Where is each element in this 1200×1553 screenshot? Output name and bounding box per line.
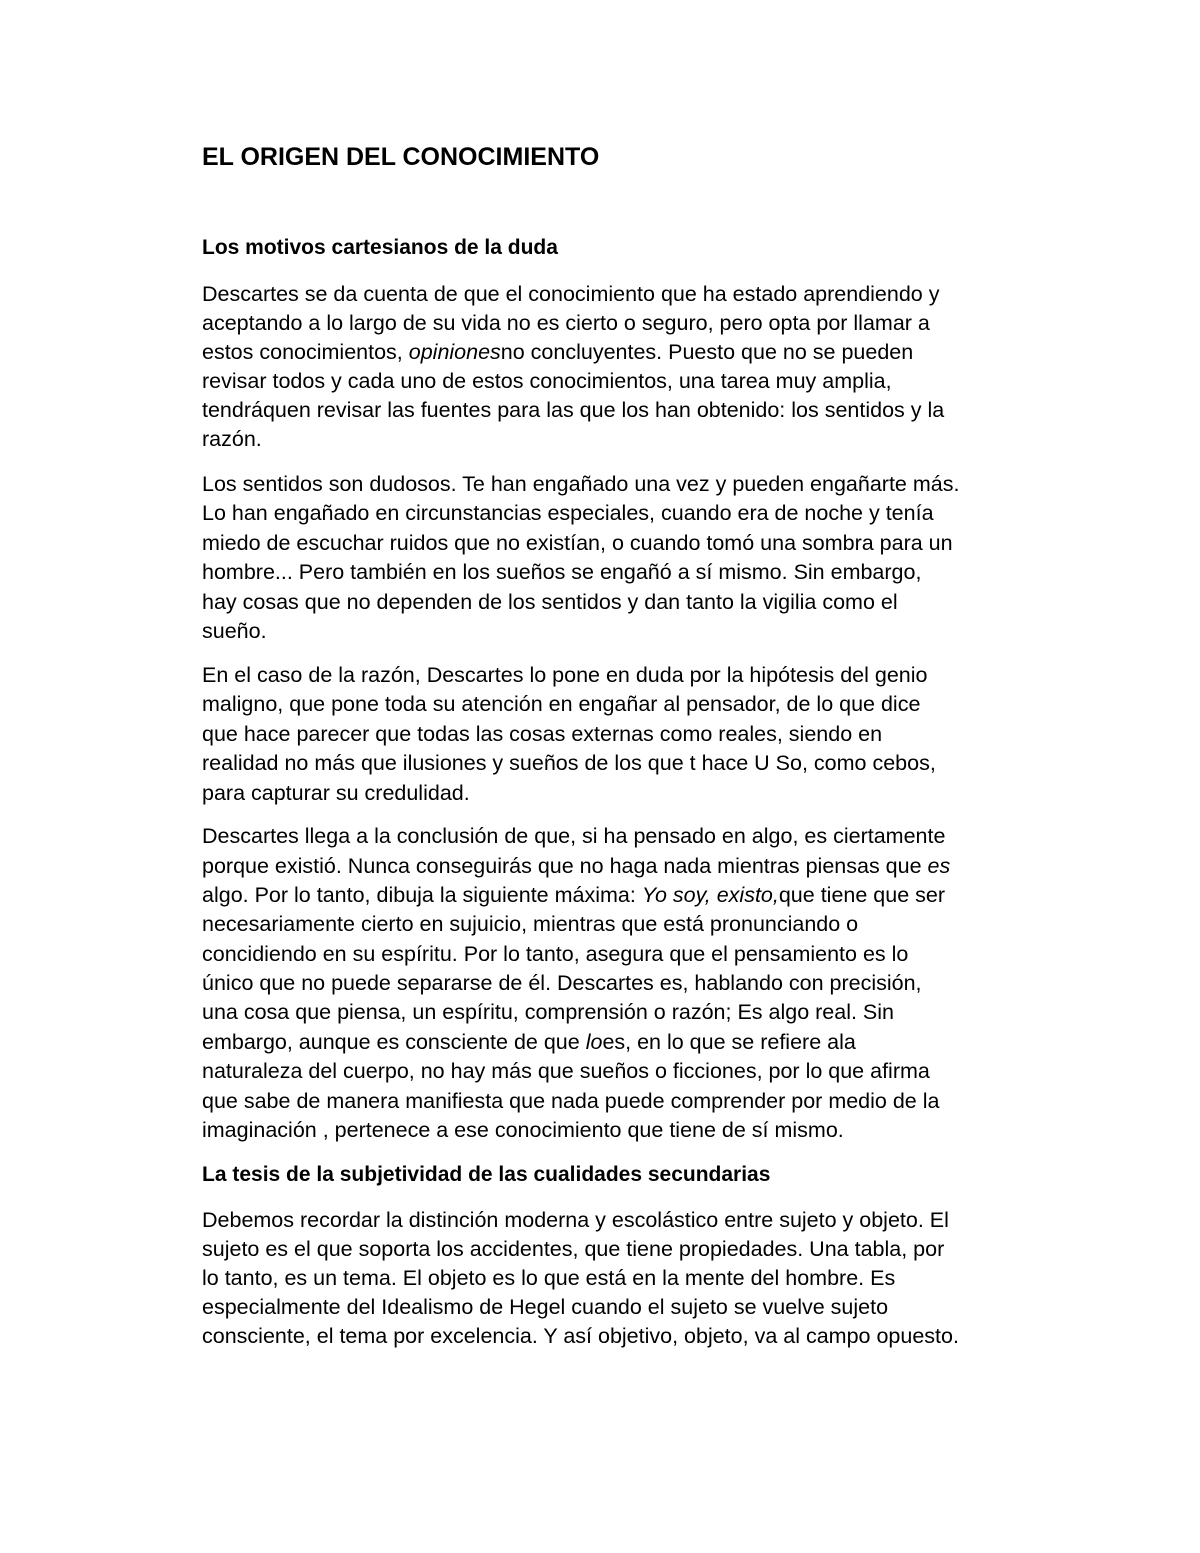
text-line: imaginación , pertenece a ese conocimiento que tiene de sí mismo.: [202, 1118, 844, 1142]
text-line: aceptando a lo largo de su vida no es cierto o seguro, pero opta por llamar a: [202, 311, 930, 335]
text-line: Debemos recordar la distinción moderna y escolástico entre sujeto y objeto. El: [202, 1208, 949, 1232]
text-line: razón.: [202, 427, 262, 451]
italic-term-opiniones: opiniones: [408, 340, 501, 364]
text-line: para capturar su credulidad.: [202, 781, 470, 805]
italic-term-lo: lo: [585, 1030, 603, 1054]
text-span: estos conocimientos,: [202, 340, 409, 364]
text-line: especialmente del Idealismo de Hegel cuando el sujeto se vuelve sujeto: [202, 1295, 889, 1319]
text-line: una cosa que piensa, un espíritu, comprensión o razón; Es algo real. Sin: [202, 1000, 894, 1024]
italic-term-es: es: [927, 854, 951, 878]
text-line: [202, 1028, 856, 1057]
text-line: miedo de escuchar ruidos que no existían, o cuando tomó una sombra para un: [202, 531, 953, 555]
text-line: maligno, que pone toda su atención en engañar al pensador, de lo que dice: [202, 692, 921, 716]
text-span: no concluyentes. Puesto que no se pueden: [500, 340, 914, 364]
text-span: es, en lo que se refiere ala: [602, 1030, 856, 1054]
text-span: porque existió. Nunca conseguirás que no haga nada mientras piensas que: [202, 854, 928, 878]
text-line: sujeto es el que soporta los accidentes, que tiene propiedades. Una tabla, por: [202, 1237, 945, 1261]
text-line: Descartes se da cuenta de que el conocimiento que ha estado aprendiendo y: [202, 282, 940, 306]
text-line: consciente, el tema por excelencia. Y así objetivo, objeto, va al campo opuesto.: [202, 1324, 959, 1348]
text-line: [202, 338, 913, 367]
italic-maxim: Yo soy, existo,: [641, 883, 779, 907]
text-span: algo. Por lo tanto, dibuja la siguiente máxima:: [202, 883, 642, 907]
text-line: revisar todos y cada uno de estos conocimientos, una tarea muy amplia,: [202, 369, 892, 393]
text-line: Los sentidos son dudosos. Te han engañado una vez y pueden engañarte más.: [202, 472, 960, 496]
text-line: hombre... Pero también en los sueños se engañó a sí mismo. Sin embargo,: [202, 560, 922, 584]
text-line: realidad no más que ilusiones y sueños de los que t hace U So, como cebos,: [202, 751, 936, 775]
document-title: EL ORIGEN DEL CONOCIMIENTO: [202, 143, 600, 171]
text-line: necesariamente cierto en sujuicio, mientras que está pronunciando o: [202, 912, 859, 936]
text-line: hay cosas que no dependen de los sentidos y dan tanto la vigilia como el: [202, 590, 898, 614]
text-line: Descartes llega a la conclusión de que, si ha pensado en algo, es ciertamente: [202, 824, 946, 848]
text-line: lo tanto, es un tema. El objeto es lo que está en la mente del hombre. Es: [202, 1266, 896, 1290]
text-line: En el caso de la razón, Descartes lo pone en duda por la hipótesis del genio: [202, 663, 928, 687]
text-line: naturaleza del cuerpo, no hay más que sueños o ficciones, por lo que afirma: [202, 1059, 930, 1083]
text-line: sueño.: [202, 619, 267, 643]
text-line: [202, 852, 950, 881]
text-line: concidiendo en su espíritu. Por lo tanto, asegura que el pensamiento es lo: [202, 942, 909, 966]
text-line: Lo han engañado en circunstancias especiales, cuando era de noche y tenía: [202, 501, 934, 525]
section-heading-duda: Los motivos cartesianos de la duda: [202, 236, 558, 259]
text-line: tendráquen revisar las fuentes para las que los han obtenido: los sentidos y la: [202, 398, 945, 422]
text-line: que sabe de manera manifiesta que nada puede comprender por medio de la: [202, 1089, 940, 1113]
text-span: que tiene que ser: [778, 883, 945, 907]
section-heading-subjetividad: La tesis de la subjetividad de las cualidades secundarias: [202, 1163, 771, 1186]
text-line: [202, 881, 945, 910]
text-line: que hace parecer que todas las cosas externas como reales, siendo en: [202, 722, 883, 746]
text-span: embargo, aunque es consciente de que: [202, 1030, 586, 1054]
text-line: único que no puede separarse de él. Descartes es, hablando con precisión,: [202, 971, 922, 995]
